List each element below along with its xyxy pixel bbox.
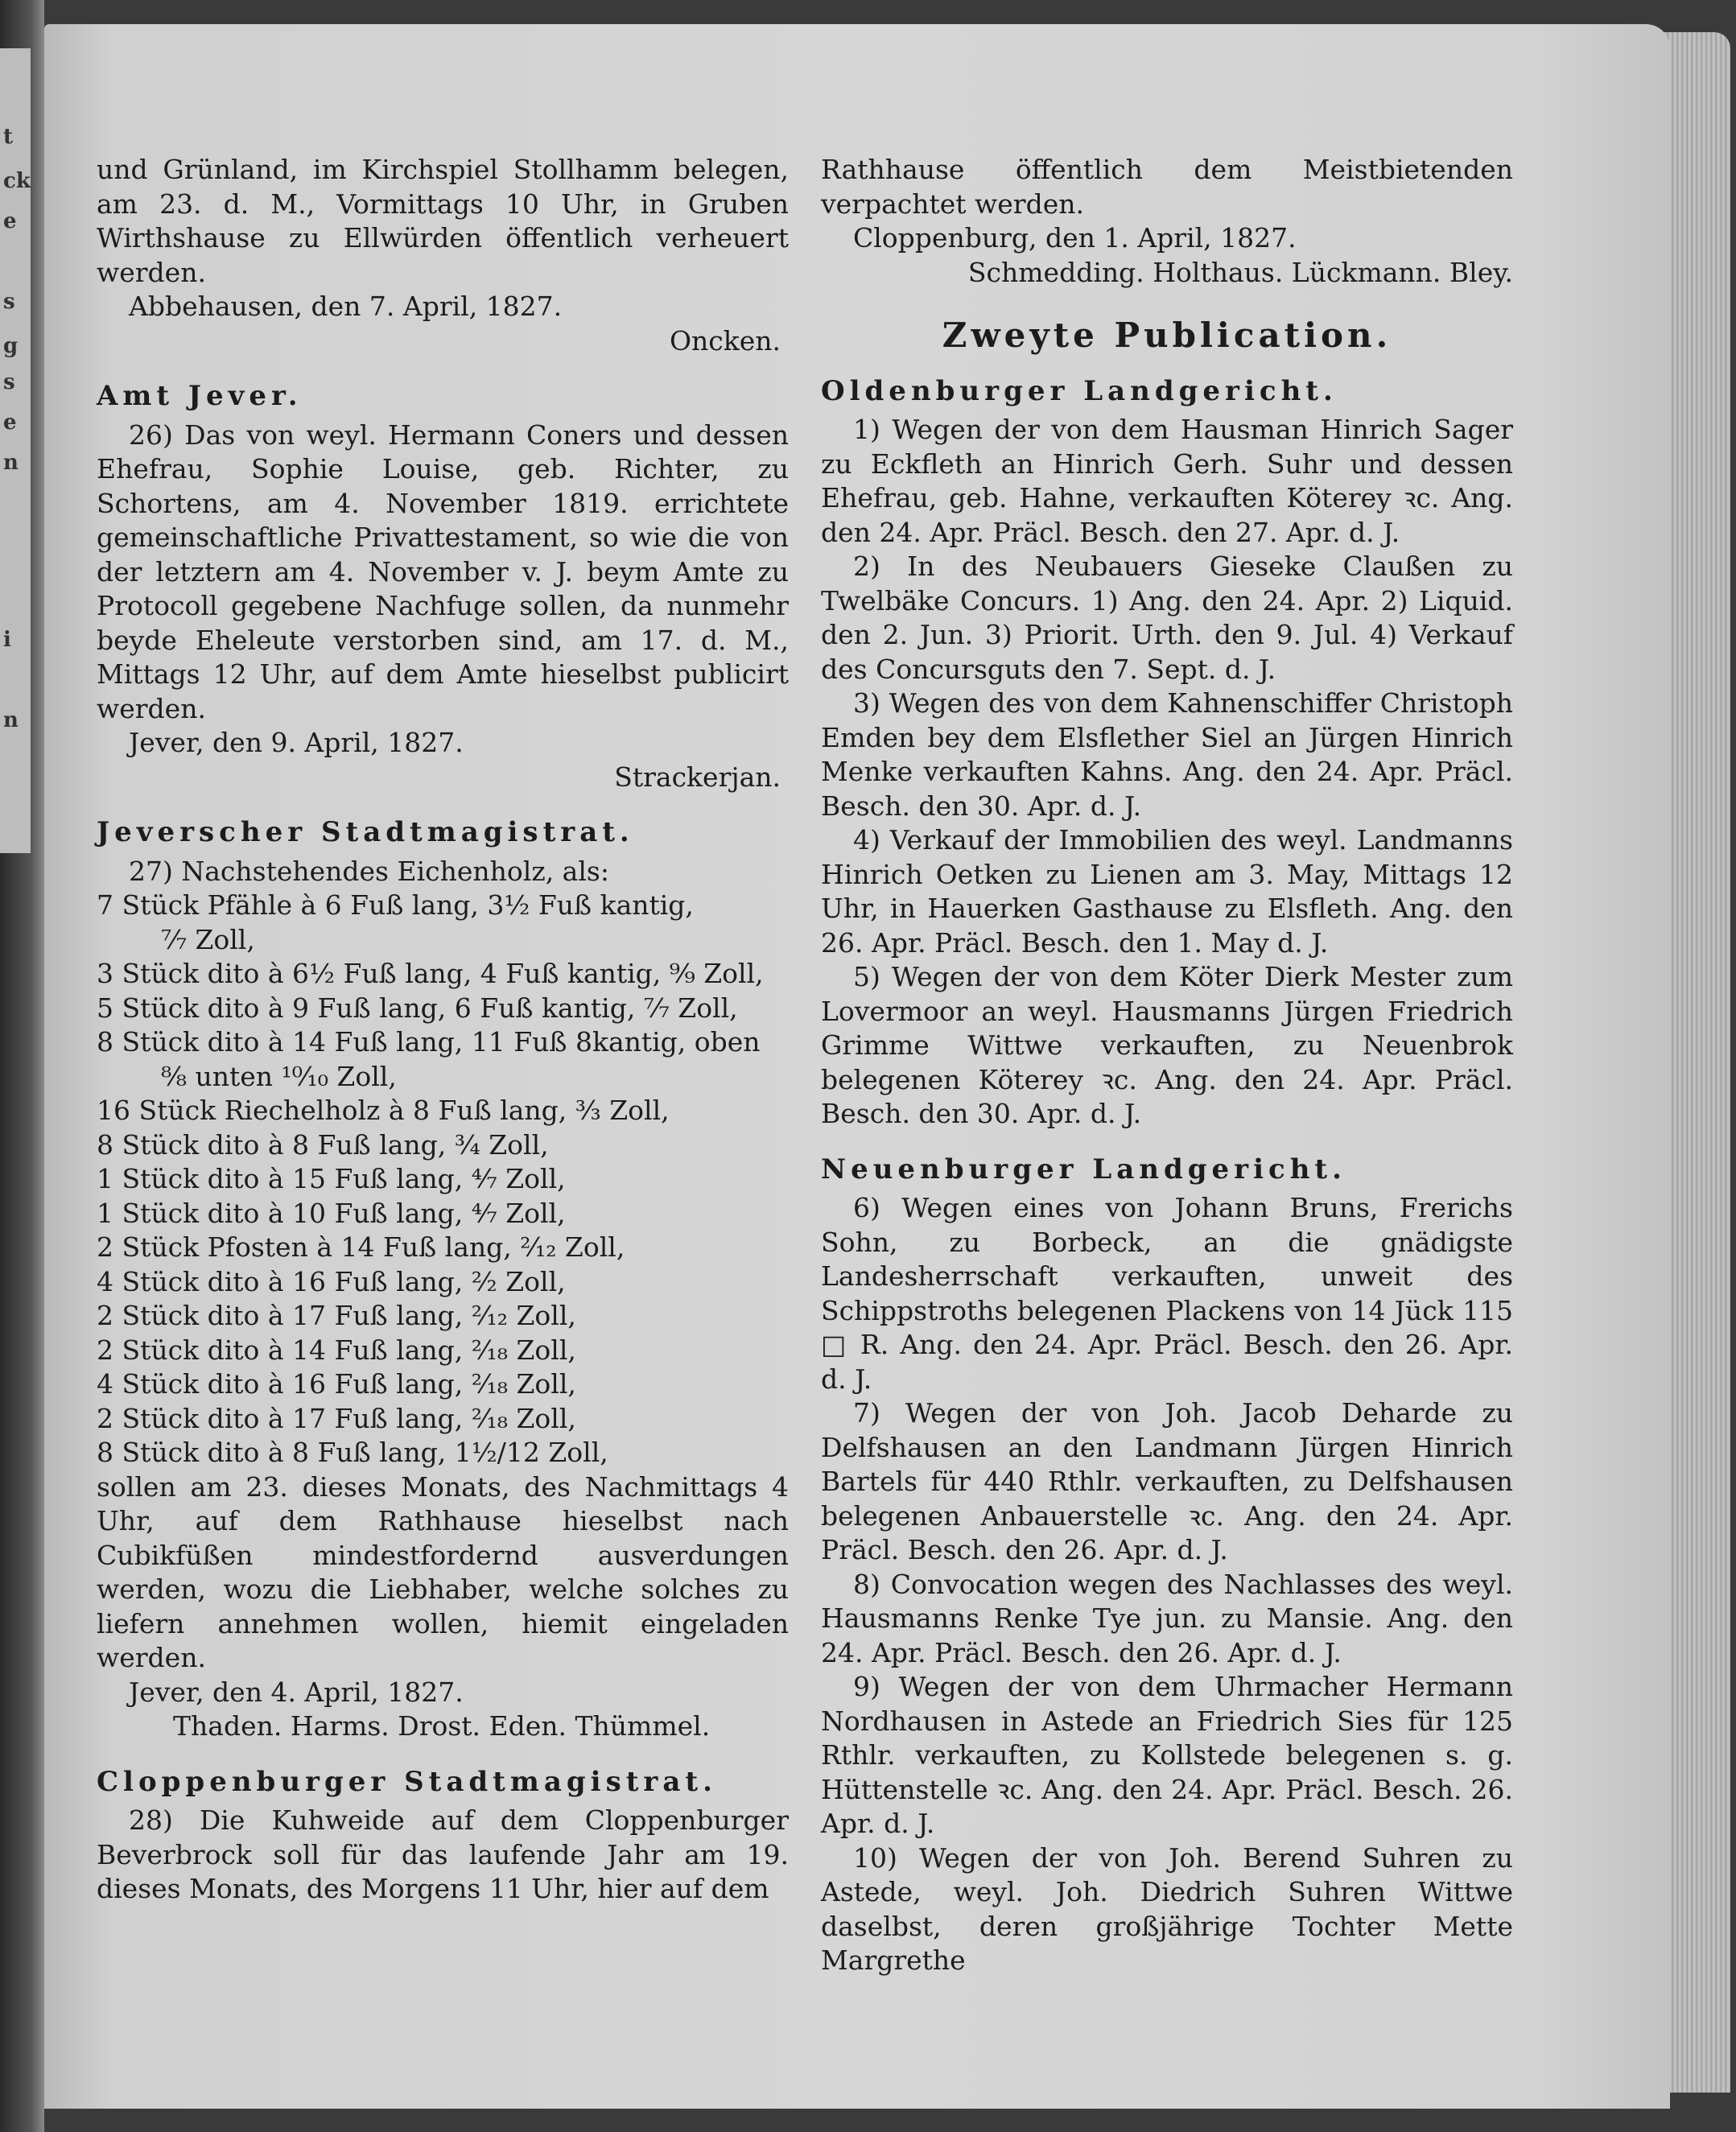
right-column: [821, 153, 1513, 1978]
timber-list-item: 8 Stück dito à 8 Fuß lang, 1½/12 Zoll,: [97, 1437, 608, 1468]
section-title-zweyte-publication: Zweyte Publication.: [942, 315, 1392, 355]
left-column: [97, 153, 789, 1907]
entry-2: 2) In des Neubauers Gieseke Claußen zu Twelbäke Concurs. 1) Ang. den 24. Apr. 2) Liquid. den 2. Jun. 3) Priorit. Urth. den 9. Jul. 4) Verkauf des Concursguts den 7. Sept. d. J.: [821, 551, 1513, 685]
gutter-letter: g: [3, 334, 19, 358]
timber-list-item: 4 Stück dito à 16 Fuß lang, ²⁄₂ Zoll,: [97, 1265, 566, 1297]
timber-list-item: 7 Stück Pfähle à 6 Fuß lang, 3½ Fuß kantig,: [97, 889, 694, 921]
notice-date: Cloppenburg, den 1. April, 1827.: [853, 222, 1297, 254]
entry-9: 9) Wegen der von dem Uhrmacher Hermann Nordhausen in Astede an Friedrich Sies für 125 Rthlr. verkauften, zu Kollstede belegenen s. g. Hüttenstelle ꝛc. Ang. den 24. Apr. Präcl. Besch. 26. Apr. d. J.: [821, 1671, 1513, 1839]
notice-signature: Oncken.: [669, 324, 781, 357]
entry-1: 1) Wegen der von dem Hausman Hinrich Sager zu Eckfleth an Hinrich Gerh. Suhr und dessen Ehefrau, geb. Hahne, verkauften Köterey ꝛc. Ang. den 24. Apr. Präcl. Besch. den 27. Apr. d. J.: [821, 414, 1513, 548]
notice-continuation: Rathhause öffentlich dem Meistbietenden verpachtet werden.: [821, 154, 1513, 220]
notice-28: 28) Die Kuhweide auf dem Cloppenburger Beverbrock soll für das laufende Jahr am 19. dieses Monats, des Morgens 11 Uhr, hier auf dem: [97, 1804, 789, 1904]
gutter-letter: s: [3, 290, 15, 314]
entry-3: 3) Wegen des von dem Kahnenschiffer Christoph Emden bey dem Elsflether Siel an Jürgen Hinrich Menke verkauften Kahns. Ang. den 24. Apr. Präcl. Besch. den 30. Apr. d. J.: [821, 687, 1513, 822]
timber-list-item: 8 Stück dito à 14 Fuß lang, 11 Fuß 8kantig, oben: [97, 1026, 761, 1058]
gutter-letter: n: [3, 451, 19, 475]
timber-list-item: 3 Stück dito à 6½ Fuß lang, 4 Fuß kantig, ⁹⁄₉ Zoll,: [97, 958, 764, 989]
timber-list-item: 16 Stück Riechelholz à 8 Fuß lang, ³⁄₃ Zoll,: [97, 1095, 670, 1126]
timber-list-item: ⁸⁄₈ unten ¹⁰⁄₁₀ Zoll,: [161, 1060, 397, 1092]
notice-signature: Strackerjan.: [614, 761, 781, 793]
notice-26: 26) Das von weyl. Hermann Coners und dessen Ehefrau, Sophie Louise, geb. Richter, zu Schortens, am 4. November 1819. errichtete gemeinschaftliche Privattestament, so wie die von der letztern am 4. November v. J. beym Amte zu Protocoll gegebene Nachfuge sollen, da nunmehr beyde Eheleute verstorben sind, am 17. d. M., Mittags 12 Uhr, auf dem Amte hieselbst publicirt werden.: [97, 419, 789, 724]
notice-27-body: sollen am 23. dieses Monats, des Nachmittags 4 Uhr, auf dem Rathhause hieselbst nach Cubikfüßen mindestfordernd ausverdungen werden, wozu die Liebhaber, welche solches zu liefern annehmen wollen, hiemit eingeladen werden.: [97, 1470, 789, 1673]
entry-5: 5) Wegen der von dem Köter Dierk Mester zum Lovermoor an weyl. Hausmanns Jürgen Friedrich Grimme Wittwe verkauften, zu Neuenbrok belegenen Köterey ꝛc. Ang. den 24. Apr. Präcl. Besch. den 30. Apr. d. J.: [821, 961, 1513, 1129]
notice-27-intro: 27) Nachstehendes Eichenholz, als:: [129, 855, 609, 887]
timber-list-item: 8 Stück dito à 8 Fuß lang, ³⁄₄ Zoll,: [97, 1128, 549, 1161]
section-heading-amt-jever: Amt Jever.: [97, 380, 303, 412]
timber-list-item: 2 Stück dito à 14 Fuß lang, ²⁄₁₈ Zoll,: [97, 1334, 576, 1366]
timber-list-item: 5 Stück dito à 9 Fuß lang, 6 Fuß kantig, ⁷⁄₇ Zoll,: [97, 992, 738, 1024]
entry-7: 7) Wegen der von Joh. Jacob Deharde zu Delfshausen an den Landmann Jürgen Hinrich Bartels für 440 Rthlr. verkauften, zu Delfshausen belegenen Anbauerstelle ꝛc. Ang. den 24. Apr. Präcl. Besch. den 26. Apr. d. J.: [821, 1397, 1513, 1565]
timber-list-item: 4 Stück dito à 16 Fuß lang, ²⁄₁₈ Zoll,: [97, 1368, 576, 1400]
section-heading-neuenburger-landgericht: Neuenburger Landgericht.: [821, 1153, 1346, 1186]
notice-continuation: und Grünland, im Kirchspiel Stollhamm belegen, am 23. d. M., Vormittags 10 Uhr, in Gruben Wirthshause zu Ellwürden öffentlich verheuert werden.: [97, 154, 789, 288]
gutter-letter: s: [3, 370, 15, 394]
notice-date: Jever, den 9. April, 1827.: [129, 727, 464, 758]
section-heading-jeverscher-stadtmagistrat: Jeverscher Stadtmagistrat.: [97, 816, 634, 848]
scanned-page: [44, 24, 1670, 2109]
gutter-letter: e: [3, 209, 17, 233]
section-heading-cloppenburger-stadtmagistrat: Cloppenburger Stadtmagistrat.: [97, 1765, 717, 1798]
timber-list-item: 2 Stück Pfosten à 14 Fuß lang, ²⁄₁₂ Zoll,: [97, 1231, 625, 1263]
gutter-letter: n: [3, 708, 19, 732]
notice-date: Jever, den 4. April, 1827.: [129, 1676, 464, 1708]
timber-list-item: 1 Stück dito à 15 Fuß lang, ⁴⁄₇ Zoll,: [97, 1163, 566, 1194]
gutter-letter: t: [3, 125, 14, 149]
timber-list-item: ⁷⁄₇ Zoll,: [161, 923, 255, 955]
notice-signature: Schmedding. Holthaus. Lückmann. Bley.: [967, 256, 1513, 288]
timber-list-item: 1 Stück dito à 10 Fuß lang, ⁴⁄₇ Zoll,: [97, 1197, 566, 1229]
entry-4: 4) Verkauf der Immobilien des weyl. Landmanns Hinrich Oetken zu Lienen am 3. May, Mittags 12 Uhr, in Hauerken Gasthause zu Elsfleth. Ang. den 26. Apr. Präcl. Besch. den 1. May d. J.: [821, 824, 1513, 959]
facing-page-edge: [0, 48, 31, 853]
entry-8: 8) Convocation wegen des Nachlasses des weyl. Hausmanns Renke Tye jun. zu Mansie. Ang. den 24. Apr. Präcl. Besch. den 26. Apr. d. J.: [821, 1568, 1513, 1668]
gutter-letter: e: [3, 410, 17, 435]
gutter-letter: ck: [3, 169, 31, 193]
notice-signature: Thaden. Harms. Drost. Eden. Thümmel.: [173, 1710, 711, 1742]
timber-list-item: 2 Stück dito à 17 Fuß lang, ²⁄₁₂ Zoll,: [97, 1300, 576, 1331]
notice-date: Abbehausen, den 7. April, 1827.: [129, 291, 563, 322]
entry-6: 6) Wegen eines von Johann Bruns, Frerichs Sohn, zu Borbeck, an die gnädigste Landesherrschaft verkauften, unweit des Schippstroths belegenen Plackens von 14 Jück 115 □ R. Ang. den 24. Apr. Präcl. Besch. den 26. Apr. d. J.: [821, 1192, 1513, 1395]
section-heading-oldenburger-landgericht: Oldenburger Landgericht.: [821, 374, 1338, 407]
gutter-letter: i: [3, 628, 11, 652]
timber-list-item: 2 Stück dito à 17 Fuß lang, ²⁄₁₈ Zoll,: [97, 1402, 576, 1434]
entry-10: 10) Wegen der von Joh. Berend Suhren zu Astede, weyl. Joh. Diedrich Suhren Wittwe daselbst, deren großjährige Tochter Mette Margrethe: [821, 1841, 1513, 1976]
